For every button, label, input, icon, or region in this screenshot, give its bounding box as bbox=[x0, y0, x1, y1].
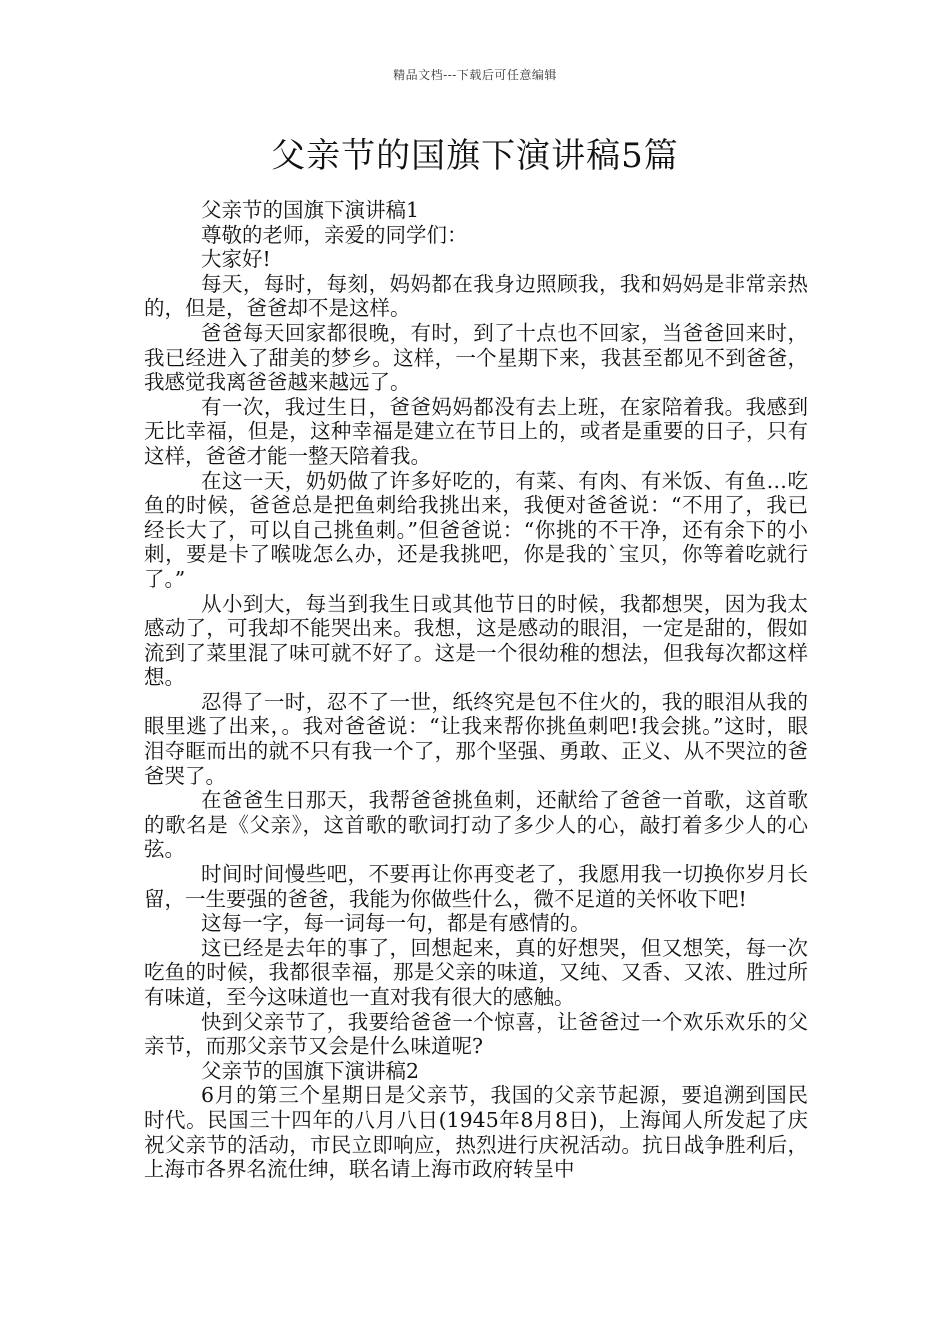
paragraph: 6月的第三个星期日是父亲节，我国的父亲节起源，要追溯到国民时代。民国三十四年的八月八日(1945年8月8日)，上海闻人所发起了庆祝父亲节的活动，市民立即响应，热烈进行庆祝活动。抗日战争胜利后，上海市各界名流仕绅，联名请上海市政府转呈中 bbox=[144, 1083, 808, 1182]
paragraph: 这每一字，每一词每一句，都是有感情的。 bbox=[201, 911, 591, 936]
document-title: 父亲节的国旗下演讲稿5篇 bbox=[271, 136, 679, 176]
paragraph: 有一次，我过生日，爸爸妈妈都没有去上班，在家陪着我。我感到无比幸福，但是，这种幸福是建立在节日上的，或者是重要的日子，只有这样，爸爸才能一整天陪着我。 bbox=[144, 394, 808, 468]
paragraph: 忍得了一时，忍不了一世，纸终究是包不住火的，我的眼泪从我的眼里逃了出来，。我对爸爸说：“让我来帮你挑鱼刺吧!我会挑。”这时，眼泪夺眶而出的就不只有我一个了，那个坚强、勇敢、正义、从不哭泣的爸爸哭了。 bbox=[144, 689, 808, 788]
paragraph: 这已经是去年的事了，回想起来，真的好想哭，但又想笑，每一次吃鱼的时候，我都很幸福，那是父亲的味道，又纯、又香、又浓、胜过所有味道，至今这味道也一直对我有很大的感触。 bbox=[144, 935, 808, 1009]
paragraph-subtitle-1: 父亲节的国旗下演讲稿1 bbox=[201, 198, 420, 222]
document-body bbox=[144, 198, 808, 1182]
paragraph-salutation: 尊敬的老师，亲爱的同学们： bbox=[201, 222, 468, 247]
paragraph: 快到父亲节了，我要给爸爸一个惊喜，让爸爸过一个欢乐欢乐的父亲节，而那父亲节又会是什么味道呢? bbox=[144, 1009, 808, 1059]
paragraph: 爸爸每天回家都很晚，有时，到了十点也不回家，当爸爸回来时，我已经进入了甜美的梦乡。这样，一个星期下来，我甚至都见不到爸爸，我感觉我离爸爸越来越远了。 bbox=[144, 320, 808, 395]
paragraph: 从小到大，每当到我生日或其他节日的时候，我都想哭，因为我太感动了，可我却不能哭出来。我想，这是感动的眼泪，一定是甜的，假如流到了菜里混了味可就不好了。这是一个很幼稚的想法，但我每次都这样想。 bbox=[144, 591, 808, 690]
paragraph: 时间时间慢些吧，不要再让你再变老了，我愿用我一切换你岁月长留，一生要强的爸爸，我能为你做些什么，微不足道的关怀收下吧! bbox=[144, 862, 808, 911]
paragraph: 在爸爸生日那天，我帮爸爸挑鱼刺，还献给了爸爸一首歌，这首歌的歌名是《父亲》，这首歌的歌词打动了多少人的心，敲打着多少人的心弦。 bbox=[144, 788, 808, 862]
paragraph: 在这一天，奶奶做了许多好吃的，有菜、有肉、有米饭、有鱼…吃鱼的时候，爸爸总是把鱼刺给我挑出来，我便对爸爸说：“不用了，我已经长大了，可以自己挑鱼刺。”但爸爸说：“你挑的不干净，还有余下的小刺，要是卡了喉咙怎么办，还是我挑吧，你是我的`宝贝，你等着吃就行了。” bbox=[144, 468, 808, 591]
page-header: 精品文档---下载后可任意编辑 bbox=[393, 68, 557, 82]
paragraph: 每天，每时，每刻，妈妈都在我身边照顾我，我和妈妈是非常亲热的，但是，爸爸却不是这样。 bbox=[144, 271, 808, 321]
paragraph-greeting: 大家好! bbox=[201, 247, 271, 272]
paragraph-subtitle-2: 父亲节的国旗下演讲稿2 bbox=[201, 1058, 420, 1083]
